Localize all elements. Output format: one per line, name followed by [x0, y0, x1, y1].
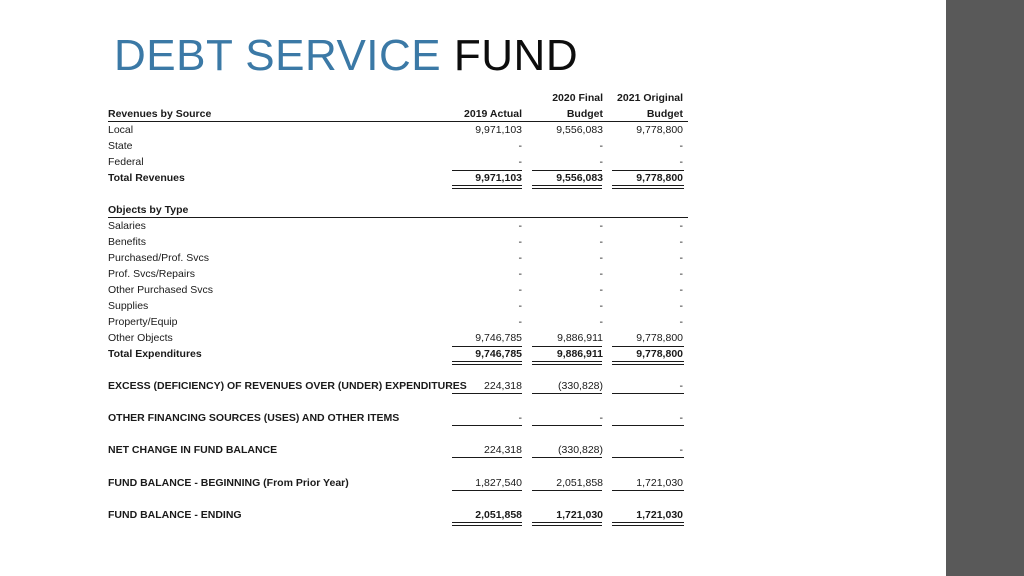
title-part-2: FUND — [453, 31, 579, 80]
object-row-value: - — [518, 252, 522, 264]
total-expenditures-row-value: 9,886,911 — [556, 348, 603, 360]
double-underline — [532, 522, 602, 526]
revenue-row-value: 9,971,103 — [475, 124, 522, 136]
revenue-row-label: Local — [108, 124, 134, 136]
summary-underline — [532, 425, 602, 426]
object-row-label: Property/Equip — [108, 316, 178, 328]
summary-row-label: FUND BALANCE - ENDING — [108, 509, 242, 521]
summary-underline — [532, 457, 602, 458]
object-row-label: Other Objects — [108, 332, 173, 344]
object-row-value: 9,778,800 — [636, 332, 683, 344]
object-row-value: - — [679, 236, 683, 248]
object-row-label: Benefits — [108, 236, 146, 248]
summary-row-label: OTHER FINANCING SOURCES (USES) AND OTHER ITEMS — [108, 412, 400, 424]
summary-row-value: 1,721,030 — [636, 509, 683, 521]
summary-underline — [532, 393, 602, 394]
object-row-value: - — [679, 268, 683, 280]
column-header-2020-line1: 2020 Final — [552, 92, 603, 104]
summary-row-value: (330,828) — [558, 380, 603, 392]
single-underline — [612, 346, 684, 347]
double-underline — [452, 522, 522, 526]
double-underline — [452, 361, 522, 365]
summary-underline — [452, 490, 522, 491]
object-row-value: - — [518, 268, 522, 280]
single-underline — [532, 170, 602, 171]
object-row-value: 9,746,785 — [475, 332, 522, 344]
object-row-label: Salaries — [108, 220, 146, 232]
total-expenditures-row-value: 9,746,785 — [475, 348, 522, 360]
summary-underline — [452, 425, 522, 426]
summary-row-value: 1,827,540 — [475, 477, 522, 489]
summary-row-value: 2,051,858 — [556, 477, 603, 489]
single-underline — [452, 170, 522, 171]
total-expenditures-row-label: Total Expenditures — [108, 348, 202, 360]
revenue-row-value: 9,556,083 — [556, 124, 603, 136]
summary-underline — [532, 490, 602, 491]
column-header: Budget — [646, 108, 683, 120]
side-panel — [946, 0, 1024, 576]
object-row-label: Purchased/Prof. Svcs — [108, 252, 209, 264]
total-revenues-row-label: Total Revenues — [108, 172, 185, 184]
summary-row-label: FUND BALANCE - BEGINNING (From Prior Year) — [108, 477, 349, 489]
double-underline — [532, 185, 602, 189]
object-row-value: - — [599, 220, 603, 232]
revenue-row-label: State — [108, 140, 133, 152]
single-underline — [612, 170, 684, 171]
revenue-row-value: - — [518, 140, 522, 152]
summary-row-value: - — [679, 444, 683, 456]
summary-row-value: 1,721,030 — [556, 509, 603, 521]
object-row-value: 9,886,911 — [557, 332, 603, 344]
summary-underline — [612, 393, 684, 394]
summary-row-value: 224,318 — [484, 444, 522, 456]
summary-underline — [612, 425, 684, 426]
total-revenues-row-value: 9,778,800 — [636, 172, 683, 184]
object-row-label: Supplies — [108, 300, 149, 312]
column-header: 2019 Actual — [464, 108, 522, 120]
title-part-1: DEBT SERVICE — [114, 31, 442, 80]
total-revenues-row-value: 9,971,103 — [475, 172, 522, 184]
object-row-value: - — [679, 284, 683, 296]
revenue-row-value: - — [599, 140, 603, 152]
double-underline — [532, 361, 602, 365]
object-row-label: Other Purchased Svcs — [108, 284, 214, 296]
total-expenditures-row-value: 9,778,800 — [636, 348, 683, 360]
summary-row-value: 1,721,030 — [636, 477, 683, 489]
object-row-value: - — [599, 268, 603, 280]
object-row-value: - — [679, 300, 683, 312]
revenue-row-value: - — [679, 156, 683, 168]
revenue-row-value: 9,778,800 — [636, 124, 683, 136]
object-row-label: Prof. Svcs/Repairs — [108, 268, 195, 280]
single-underline — [532, 346, 602, 347]
summary-row-value: 224,318 — [484, 380, 522, 392]
double-underline — [452, 185, 522, 189]
header-rule — [108, 121, 688, 122]
object-row-value: - — [599, 284, 603, 296]
object-row-value: - — [599, 300, 603, 312]
summary-row-label: NET CHANGE IN FUND BALANCE — [108, 444, 278, 456]
summary-row-value: - — [518, 412, 522, 424]
summary-row-value: - — [679, 412, 683, 424]
summary-underline — [612, 490, 684, 491]
object-row-value: - — [599, 236, 603, 248]
objects-rule — [108, 217, 688, 218]
summary-row-value: (330,828) — [558, 444, 603, 456]
object-row-value: - — [679, 220, 683, 232]
double-underline — [612, 522, 684, 526]
object-row-value: - — [518, 236, 522, 248]
object-row-value: - — [518, 316, 522, 328]
double-underline — [612, 361, 684, 365]
summary-row-label: EXCESS (DEFICIENCY) OF REVENUES OVER (UNDER) EXPENDITURES — [108, 380, 467, 392]
object-row-value: - — [679, 316, 683, 328]
revenue-row-value: - — [599, 156, 603, 168]
object-row-value: - — [518, 300, 522, 312]
summary-row-value: 2,051,858 — [475, 509, 522, 521]
column-header: Budget — [566, 108, 603, 120]
revenue-row-label: Federal — [108, 156, 144, 168]
revenue-row-value: - — [679, 140, 683, 152]
object-row-value: - — [518, 284, 522, 296]
revenue-row-value: - — [518, 156, 522, 168]
section-header-revenues: Revenues by Source — [108, 108, 212, 120]
object-row-value: - — [599, 252, 603, 264]
summary-underline — [452, 393, 522, 394]
object-row-value: - — [599, 316, 603, 328]
summary-row-value: - — [599, 412, 603, 424]
double-underline — [612, 185, 684, 189]
summary-row-value: - — [679, 380, 683, 392]
section-header-objects: Objects by Type — [108, 204, 189, 216]
object-row-value: - — [518, 220, 522, 232]
column-header-2021-line1: 2021 Original — [617, 92, 683, 104]
summary-underline — [612, 457, 684, 458]
summary-underline — [452, 457, 522, 458]
single-underline — [452, 346, 522, 347]
object-row-value: - — [679, 252, 683, 264]
total-revenues-row-value: 9,556,083 — [556, 172, 603, 184]
